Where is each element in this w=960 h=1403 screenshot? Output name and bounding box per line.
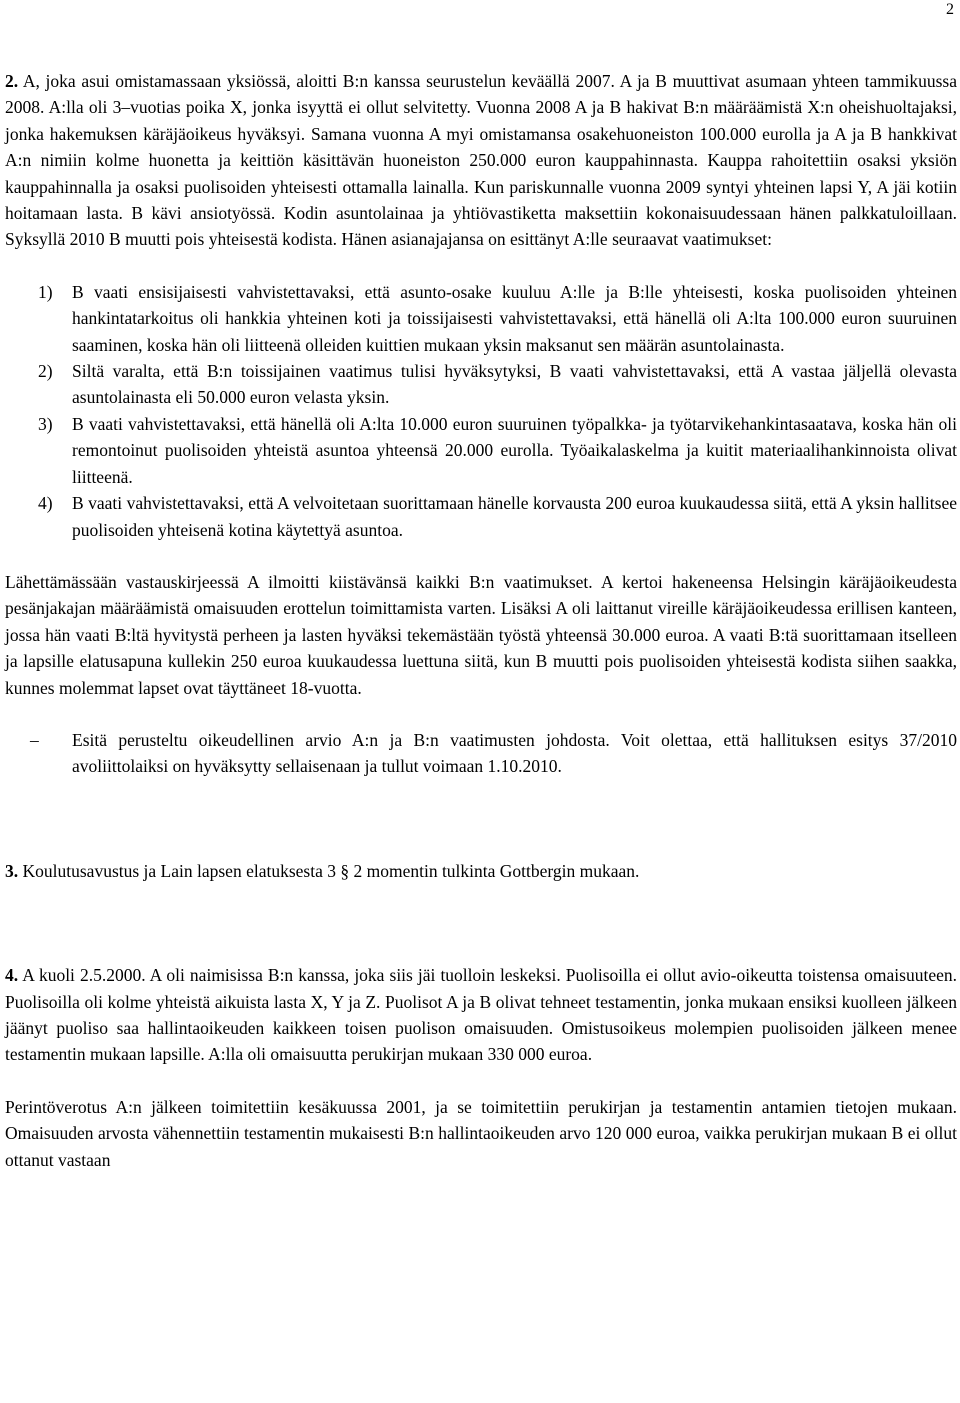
section-4-number: 4.: [5, 965, 19, 986]
demand-item: [5, 358, 957, 411]
section-4-para-2: Perintöverotus A:n jälkeen toimitettiin kesäkuussa 2001, ja se toimitettiin perukirjan ja testamentin antamien tietojen mukaan. Omaisuuden arvosta vähennettiin testamentin mukaisesti B:n hallintaoikeuden arvo 120 000 euroa, vaikka perukirjan mukaan B ei ollut ottanut vastaan: [5, 1096, 957, 1170]
section-3: [5, 858, 957, 884]
section-2-intro-text: A, joka asui omistamassaan yksiössä, aloitti B:n kanssa seurustelun keväällä 2007. A ja B muuttivat asumaan yhteen tammikuussa 2008. A:lla oli 3–vuotias poika X, jonka isyyttä ei ollut selvitetty. Vuonna 2008 A ja B hakivat B:n määräämistä X:n oheishuoltajaksi, jonka hakemuksen käräjäoikeus hyväksyi. Samana vuonna A myi omistamansa osakehuoneiston 100.000 eurolla ja A ja B hankkivat A:n nimiin kolme huonetta ja keittiön käsittävän huoneiston 250.000 euron kauppahinnasta. Kauppa rahoitettiin osaksi yksiön kauppahinnalla ja osaksi puolisoiden yhteisesti ottamalla lainalla. Kun pariskunnalle vuonna 2009 syntyi yhteinen lapsi Y, A jäi kotiin hoitamaan lasta. B kävi ansiotyössä. Kodin asuntolainaa ja yhtiövastiketta maksettiin kokonaisuudessaan hänen palkkatuloillaan. Syksyllä 2010 B muutti pois yhteisestä kodista. Hänen asianajajansa on esittänyt A:lle seuraavat vaatimukset:: [5, 71, 957, 250]
demand-text: B vaati vahvistettavaksi, että hänellä oli A:lta 10.000 euron suuruinen työpalkka- ja työtarvikehankintasaatava, koska hän oli remontoinut puolisoiden yhteistä asuntoa yhteensä 20.000 eurolla. Työaikalaskelma ja kuitit materiaalihankinnoista olivat liitteenä.: [72, 413, 957, 487]
response-paragraph: Lähettämässään vastauskirjeessä A ilmoitti kiistävänsä kaikki B:n vaatimukset. A kertoi hakeneensa Helsingin käräjäoikeudesta pesänjakajan määräämistä omaisuuden erottelun toimittamista varten. Lisäksi A oli laittanut vireille käräjäoikeudessa erillisen kanteen, jossa hän vaati B:ltä hyvitystä perheen ja lasten hyväksi tekemästään työstä yhteensä 30.000 euroa. A vaati B:tä suorittamaan itselleen ja lapsille elatusapuna kullekin 250 euroa kuukaudessa luettuna siitä, kun B muutti pois puolisoiden yhteisestä kodista siihen saakka, kunnes molemmat lapset ovat täyttäneet 18-vuotta.: [5, 571, 957, 698]
document-body: [5, 68, 957, 1173]
demand-item: [5, 279, 957, 358]
section-3-text: Koulutusavustus ja Lain lapsen elatuksesta 3 § 2 momentin tulkinta Gottbergin mukaan.: [22, 860, 640, 881]
demand-item: [5, 490, 957, 543]
section-2-intro: [5, 68, 957, 253]
section-4-para-1: [5, 962, 957, 1068]
page-number: 2: [946, 1, 954, 18]
section-4-para-1-text: A kuoli 2.5.2000. A oli naimisissa B:n kanssa, joka siis jäi tuolloin leskeksi. Puolisoilla ei ollut avio-oikeutta toistensa omaisuuteen. Puolisoilla oli kolme yhteistä aikuista lasta X, Y ja Z. Puolisot A ja B olivat tehneet testamentin, jonka mukaan ensiksi kuolleen jälkeen jäänyt puoliso saa hallintaoikeuden kaikkeen toisen puolison omaisuuden. Omistusoikeus molempien puolisoiden jälkeen menee testamentin mukaan lapsille. A:lla oli omaisuutta perukirjan mukaan 330 000 euroa.: [5, 965, 957, 1065]
task-text: Esitä perusteltu oikeudellinen arvio A:n ja B:n vaatimusten johdosta. Voit olettaa, että hallituksen esitys 37/2010 avoliittolaiksi on hyväksytty sellaisenaan ja tullut voimaan 1.10.2010.: [72, 729, 957, 777]
task-dash: –: [30, 729, 39, 750]
demand-text: Siltä varalta, että B:n toissijainen vaatimus tulisi hyväksytyksi, B vaati vahvistettavaksi, että A vastaa jäljellä olevasta asuntolainasta eli 50.000 euron velasta yksin.: [72, 361, 957, 408]
task-instruction: [5, 727, 957, 780]
section-2-number: 2.: [5, 71, 19, 91]
demand-number: 3): [38, 413, 53, 434]
demands-list: [5, 279, 957, 543]
demand-number: 2): [38, 361, 53, 382]
demand-text: B vaati ensisijaisesti vahvistettavaksi, että asunto-osake kuuluu A:lle ja B:lle yhteisesti, koska puolisoiden yhteinen hankintatarkoitus oli hankkia yhteinen koti ja toissijaisesti vahvistettavaksi, että hänellä oli A:lta 100.000 euron suuruinen saaminen, koska hän oli liitteenä olleiden kuittien mukaan yksin maksanut sen määrän asuntolainasta.: [72, 281, 957, 355]
demand-number: 1): [38, 281, 53, 302]
demand-text: B vaati vahvistettavaksi, että A velvoitetaan suorittamaan hänelle korvausta 200 euroa kuukaudessa siitä, että A yksin hallitsee puolisoiden yhteisenä kotina käytettyä asuntoa.: [72, 493, 957, 540]
section-3-number: 3.: [5, 860, 19, 881]
demand-number: 4): [38, 493, 53, 514]
demand-item: [5, 411, 957, 490]
